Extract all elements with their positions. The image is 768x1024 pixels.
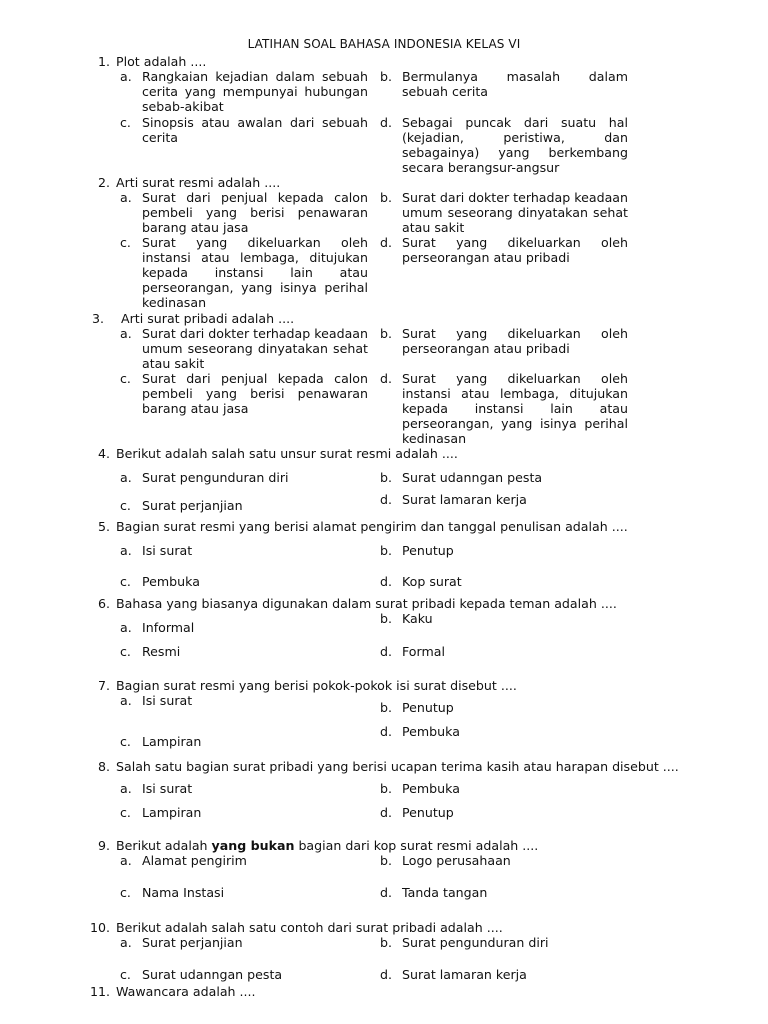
question-text: Salah satu bagian surat pribadi yang berisi ucapan terima kasih atau harapan disebut .... [116,759,679,774]
question-text: Berikut adalah salah satu unsur surat resmi adalah .... [116,446,458,461]
question-text: Arti surat resmi adalah .... [116,175,281,190]
question-number: 10. [89,920,110,935]
question-number: 4. [97,446,110,461]
question-number: 11. [89,984,110,999]
emphasis-text: yang bukan [211,838,295,853]
question-text: Bahasa yang biasanya digunakan dalam surat pribadi kepada teman adalah .... [116,596,617,611]
question-number: 8. [97,759,110,774]
question-text: Plot adalah .... [116,54,207,69]
question-number: 1. [97,54,110,69]
question-number: 3. [91,311,104,326]
question-text: Bagian surat resmi yang berisi alamat pengirim dan tanggal penulisan adalah .... [116,519,628,534]
question-text: Berikut adalah salah satu contoh dari surat pribadi adalah .... [116,920,503,935]
page-title: LATIHAN SOAL BAHASA INDONESIA KELAS VI [247,37,521,51]
question-text: Berikut adalah yang bukan bagian dari kop surat resmi adalah .... [116,838,539,853]
question-text: Arti surat pribadi adalah .... [121,311,295,326]
question-number: 9. [97,838,110,853]
question-number: 7. [97,678,110,693]
question-number: 2. [97,175,110,190]
question-number: 6. [97,596,110,611]
question-number: 5. [97,519,110,534]
question-text: Wawancara adalah .... [116,984,256,999]
question-text: Bagian surat resmi yang berisi pokok-pokok isi surat disebut .... [116,678,517,693]
